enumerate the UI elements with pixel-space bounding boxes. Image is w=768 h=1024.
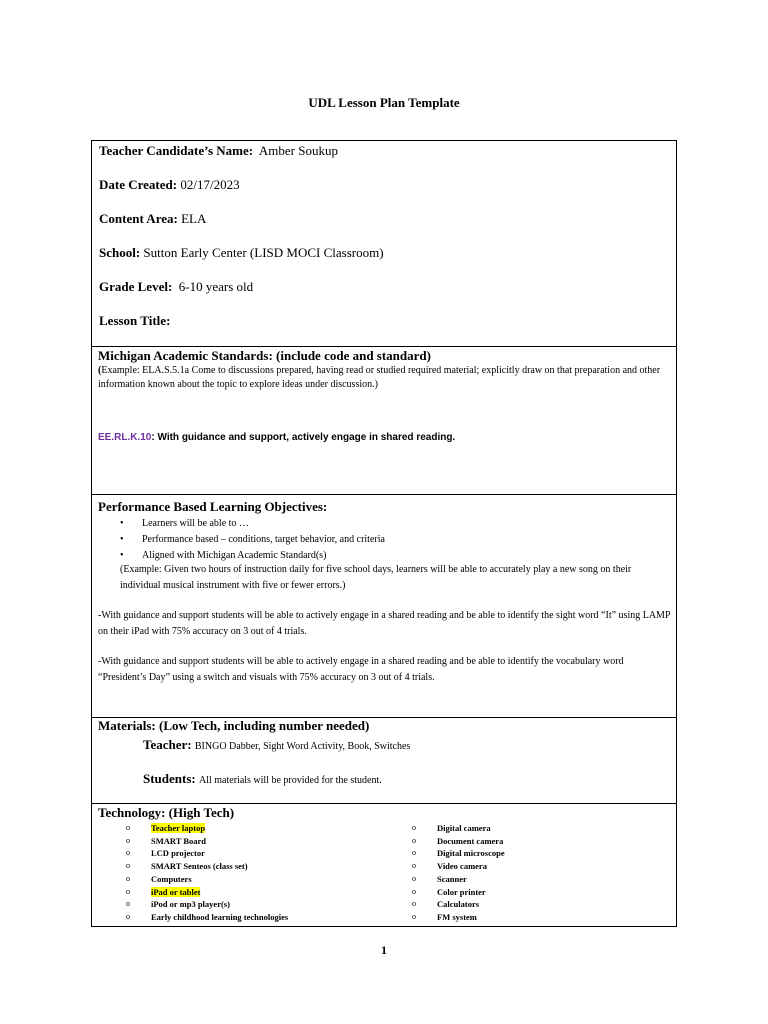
list-item: • Learners will be able to … xyxy=(120,516,385,532)
technology-item xyxy=(412,886,505,899)
technology-item xyxy=(126,822,288,835)
technology-item-label: FM system xyxy=(437,911,477,922)
standard-text: : With guidance and support, actively engage in shared reading. xyxy=(151,432,456,443)
technology-item xyxy=(412,860,505,873)
circle-bullet-icon: o xyxy=(412,873,416,883)
circle-bullet-icon: o xyxy=(126,911,130,921)
technology-item-label: Document camera xyxy=(437,835,504,846)
technology-item xyxy=(126,886,288,899)
technology-item xyxy=(412,822,505,835)
technology-item xyxy=(126,898,288,911)
teacher-name-row xyxy=(99,143,338,159)
page-number: 1 xyxy=(381,943,387,957)
date-created-row xyxy=(99,177,240,193)
objectives-example: (Example: Given two hours of instruction daily for five school days, learners will be able to accurately play a new song on their individual musical instrument with five or fewer errors.) xyxy=(120,564,632,591)
school-value: Sutton Early Center (LISD MOCI Classroom) xyxy=(143,245,384,260)
teacher-name-value: Amber Soukup xyxy=(258,143,338,158)
grade-level-row xyxy=(99,279,253,295)
school-row xyxy=(99,245,384,261)
date-created-value: 02/17/2023 xyxy=(180,177,240,192)
standards-example xyxy=(98,364,670,392)
student-materials-row xyxy=(143,771,382,787)
circle-bullet-icon: o xyxy=(412,886,416,896)
circle-bullet-icon: o xyxy=(412,861,416,871)
technology-item xyxy=(126,847,288,860)
circle-bullet-icon: o xyxy=(126,823,130,832)
technology-list-right xyxy=(412,822,505,924)
objectives-heading: Performance Based Learning Objectives: xyxy=(98,499,328,514)
circle-bullet-icon: o xyxy=(126,835,130,845)
technology-item xyxy=(126,911,288,924)
technology-item-label: Early childhood learning technologies xyxy=(151,911,289,922)
circle-bullet-icon: o xyxy=(412,835,416,845)
technology-item-label: iPad or tablet xyxy=(151,886,201,897)
objectives-section xyxy=(91,494,677,718)
teacher-materials-label: Teacher: xyxy=(143,737,192,752)
technology-item-label: LCD projector xyxy=(151,848,205,859)
objective-1: -With guidance and support students will be able to actively engage in a shared reading and be able to identify the sight word “It” using LAMP on their iPad with 75% accuracy on 3 out of 4 trials. xyxy=(98,610,671,637)
document-title: UDL Lesson Plan Template xyxy=(308,95,460,110)
technology-item-label: Video camera xyxy=(437,861,487,872)
technology-item xyxy=(412,835,505,848)
technology-item-label: iPod or mp3 player(s) xyxy=(151,899,230,910)
materials-section xyxy=(91,717,677,804)
technology-item-label: Digital microscope xyxy=(437,848,505,859)
header-info-section xyxy=(91,140,677,347)
objective-2: -With guidance and support students will be able to actively engage in a shared reading and be able to identify the vocabulary word “President’s Day” using a switch and visuals with 75% accuracy on 3 out of 4 trials. xyxy=(98,656,624,683)
circle-bullet-icon: o xyxy=(412,823,416,832)
standards-heading: Michigan Academic Standards: (include code and standard) xyxy=(98,348,431,363)
technology-item xyxy=(126,860,288,873)
technology-heading: Technology: (High Tech) xyxy=(98,805,235,820)
technology-item xyxy=(126,873,288,886)
grade-level-label: Grade Level: xyxy=(99,279,173,294)
circle-bullet-icon: o xyxy=(126,886,130,896)
technology-item xyxy=(412,898,505,911)
technology-item-label: Calculators xyxy=(437,899,480,910)
technology-item-label: Teacher laptop xyxy=(151,823,206,833)
circle-bullet-icon: o xyxy=(126,848,130,858)
date-created-label: Date Created: xyxy=(99,177,178,192)
circle-bullet-icon: o xyxy=(412,848,416,858)
technology-item-label: Computers xyxy=(151,873,192,884)
content-area-value: ELA xyxy=(181,211,207,226)
materials-heading: Materials: (Low Tech, including number needed) xyxy=(98,718,370,733)
circle-bullet-icon: o xyxy=(412,899,416,909)
standard-statement xyxy=(98,432,455,443)
standards-example-paren: ( xyxy=(98,365,102,376)
technology-item-label: Color printer xyxy=(437,886,486,897)
technology-item-label: Digital camera xyxy=(437,823,491,833)
content-area-row xyxy=(99,211,206,227)
objectives-bullet-list xyxy=(120,516,385,564)
student-materials-value: All materials will be provided for the student. xyxy=(199,775,382,786)
standards-example-text: Example: ELA.S.5.1a Come to discussions prepared, having read or studied required material; explicitly draw on that preparation and other information known about the topic to explore ideas under discussion.) xyxy=(98,365,661,390)
school-label: School: xyxy=(99,245,141,260)
teacher-name-label: Teacher Candidate’s Name: xyxy=(99,143,254,158)
technology-item-label: Scanner xyxy=(437,873,467,884)
grade-level-value: 6-10 years old xyxy=(178,279,254,294)
technology-item xyxy=(412,911,505,924)
lesson-title-label: Lesson Title: xyxy=(99,313,171,328)
list-item: • Aligned with Michigan Academic Standard(s) xyxy=(120,548,385,564)
list-item: • Performance based – conditions, target behavior, and criteria xyxy=(120,532,385,548)
technology-item xyxy=(412,847,505,860)
standards-section xyxy=(91,346,677,495)
content-area-label: Content Area: xyxy=(99,211,178,226)
teacher-materials-value: BINGO Dabber, Sight Word Activity, Book, Switches xyxy=(194,741,411,752)
circle-bullet-icon: o xyxy=(412,911,416,921)
technology-item xyxy=(412,873,505,886)
technology-section xyxy=(91,803,677,927)
technology-item xyxy=(126,835,288,848)
technology-item-label: SMART Senteos (class set) xyxy=(151,861,248,872)
lesson-title-row xyxy=(99,313,170,329)
circle-bullet-icon: o xyxy=(126,873,130,883)
technology-item-label: SMART Board xyxy=(151,835,207,846)
teacher-materials-row xyxy=(143,737,410,753)
student-materials-label: Students: xyxy=(143,771,196,786)
circle-bullet-icon: o xyxy=(126,861,130,871)
circle-bullet-icon: o xyxy=(126,899,130,909)
standard-code: EE.RL.K.10 xyxy=(98,432,152,443)
technology-list-left xyxy=(126,822,288,924)
